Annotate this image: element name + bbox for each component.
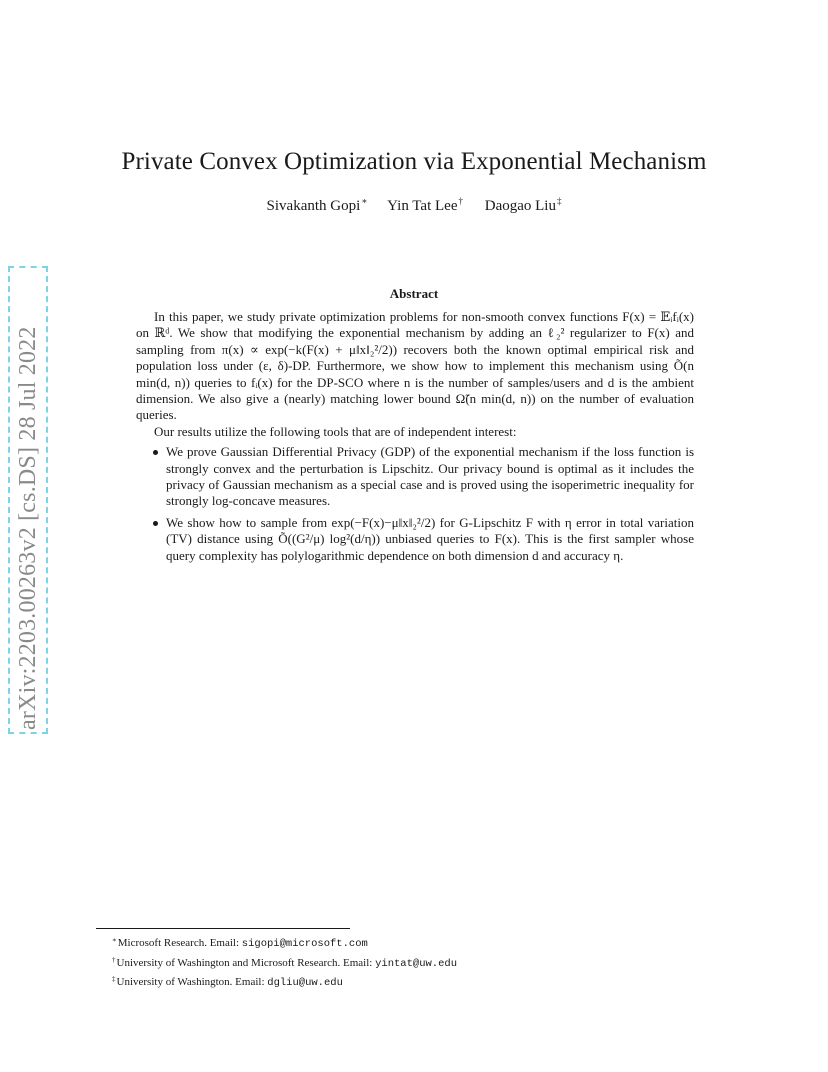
list-item	[166, 444, 694, 510]
contribution-2-text: We show how to sample from exp(−F(x)−μ‖x‖₂²/2) for G-Lipschitz F with η error in total variation (TV) distance using Õ((G²/μ) log²(d/η)) unbiased queries to F(x). This is the first sampler whose query complexity has polylogarithmic dependence on both dimension d and accuracy η.	[166, 514, 694, 563]
author-1-mark: ∗	[361, 196, 368, 206]
footnote-divider	[96, 928, 350, 929]
list-item	[166, 515, 694, 564]
contribution-1-text: We prove Gaussian Differential Privacy (GDP) of the exponential mechanism if the loss function is strongly convex and the perturbation is Lipschitz. Our privacy bound is optimal as it includes the privacy of Gaussian mechanism as a special case and is proved using the isoperimetric inequality for strongly log-concave measures.	[166, 444, 694, 509]
footnote-3-text: University of Washington. Email:	[116, 976, 268, 988]
author-1	[267, 196, 368, 215]
author-3-mark: ‡	[556, 196, 562, 206]
footnote-2-email[interactable]: yintat@uw.edu	[375, 957, 458, 970]
bullet-icon	[153, 450, 158, 455]
abstract-body	[136, 309, 694, 569]
footnote-1-mark: ∗	[112, 936, 117, 944]
footnotes	[112, 933, 712, 992]
footnote-1-text: Microsoft Research. Email:	[117, 937, 242, 949]
abstract-heading: Abstract	[389, 286, 439, 301]
author-2-name: Yin Tat Lee	[387, 198, 458, 214]
abstract-paragraph-1: In this paper, we study private optimization problems for non-smooth convex functions F(x) = 𝔼ᵢfᵢ(x) on ℝᵈ. We show that modifying the exponential mechanism by adding an ℓ₂² regularizer to F(x) and sampling from π(x) ∝ exp(−k(F(x) + μ‖x‖₂²/2)) recovers both the known optimal empirical risk and population loss under (ε, δ)-DP. Furthermore, we show how to implement this mechanism using Õ(n min(d, n)) queries to fᵢ(x) for the DP-SCO where n is the number of samples/users and d is the ambient dimension. We also give a (nearly) matching lower bound Ω̃(n min(d, n)) on the number of evaluation queries.	[136, 309, 694, 423]
paper-title: Private Convex Optimization via Exponential Mechanism	[121, 148, 707, 175]
author-list	[0, 196, 828, 215]
author-2-mark: †	[458, 196, 463, 206]
footnote-3-mark: ‡	[112, 975, 116, 983]
bullet-icon	[153, 521, 158, 526]
arxiv-identifier[interactable]: arXiv:2203.00263v2 [cs.DS] 28 Jul 2022	[15, 326, 41, 730]
footnote-2	[112, 953, 712, 973]
contribution-list	[136, 444, 694, 564]
footnote-3-email[interactable]: dgliu@uw.edu	[267, 977, 343, 989]
author-1-name: Sivakanth Gopi	[266, 198, 361, 214]
footnote-2-text: University of Washington and Microsoft Research. Email:	[116, 956, 376, 969]
author-3-name: Daogao Liu	[484, 198, 556, 214]
author-3	[485, 196, 562, 215]
footnote-1	[112, 933, 712, 953]
author-2	[387, 196, 463, 215]
abstract-paragraph-2: Our results utilize the following tools that are of independent interest:	[154, 423, 517, 439]
footnote-3	[112, 972, 712, 992]
footnote-2-mark: †	[112, 955, 116, 964]
footnote-1-email[interactable]: sigopi@microsoft.com	[241, 938, 368, 950]
